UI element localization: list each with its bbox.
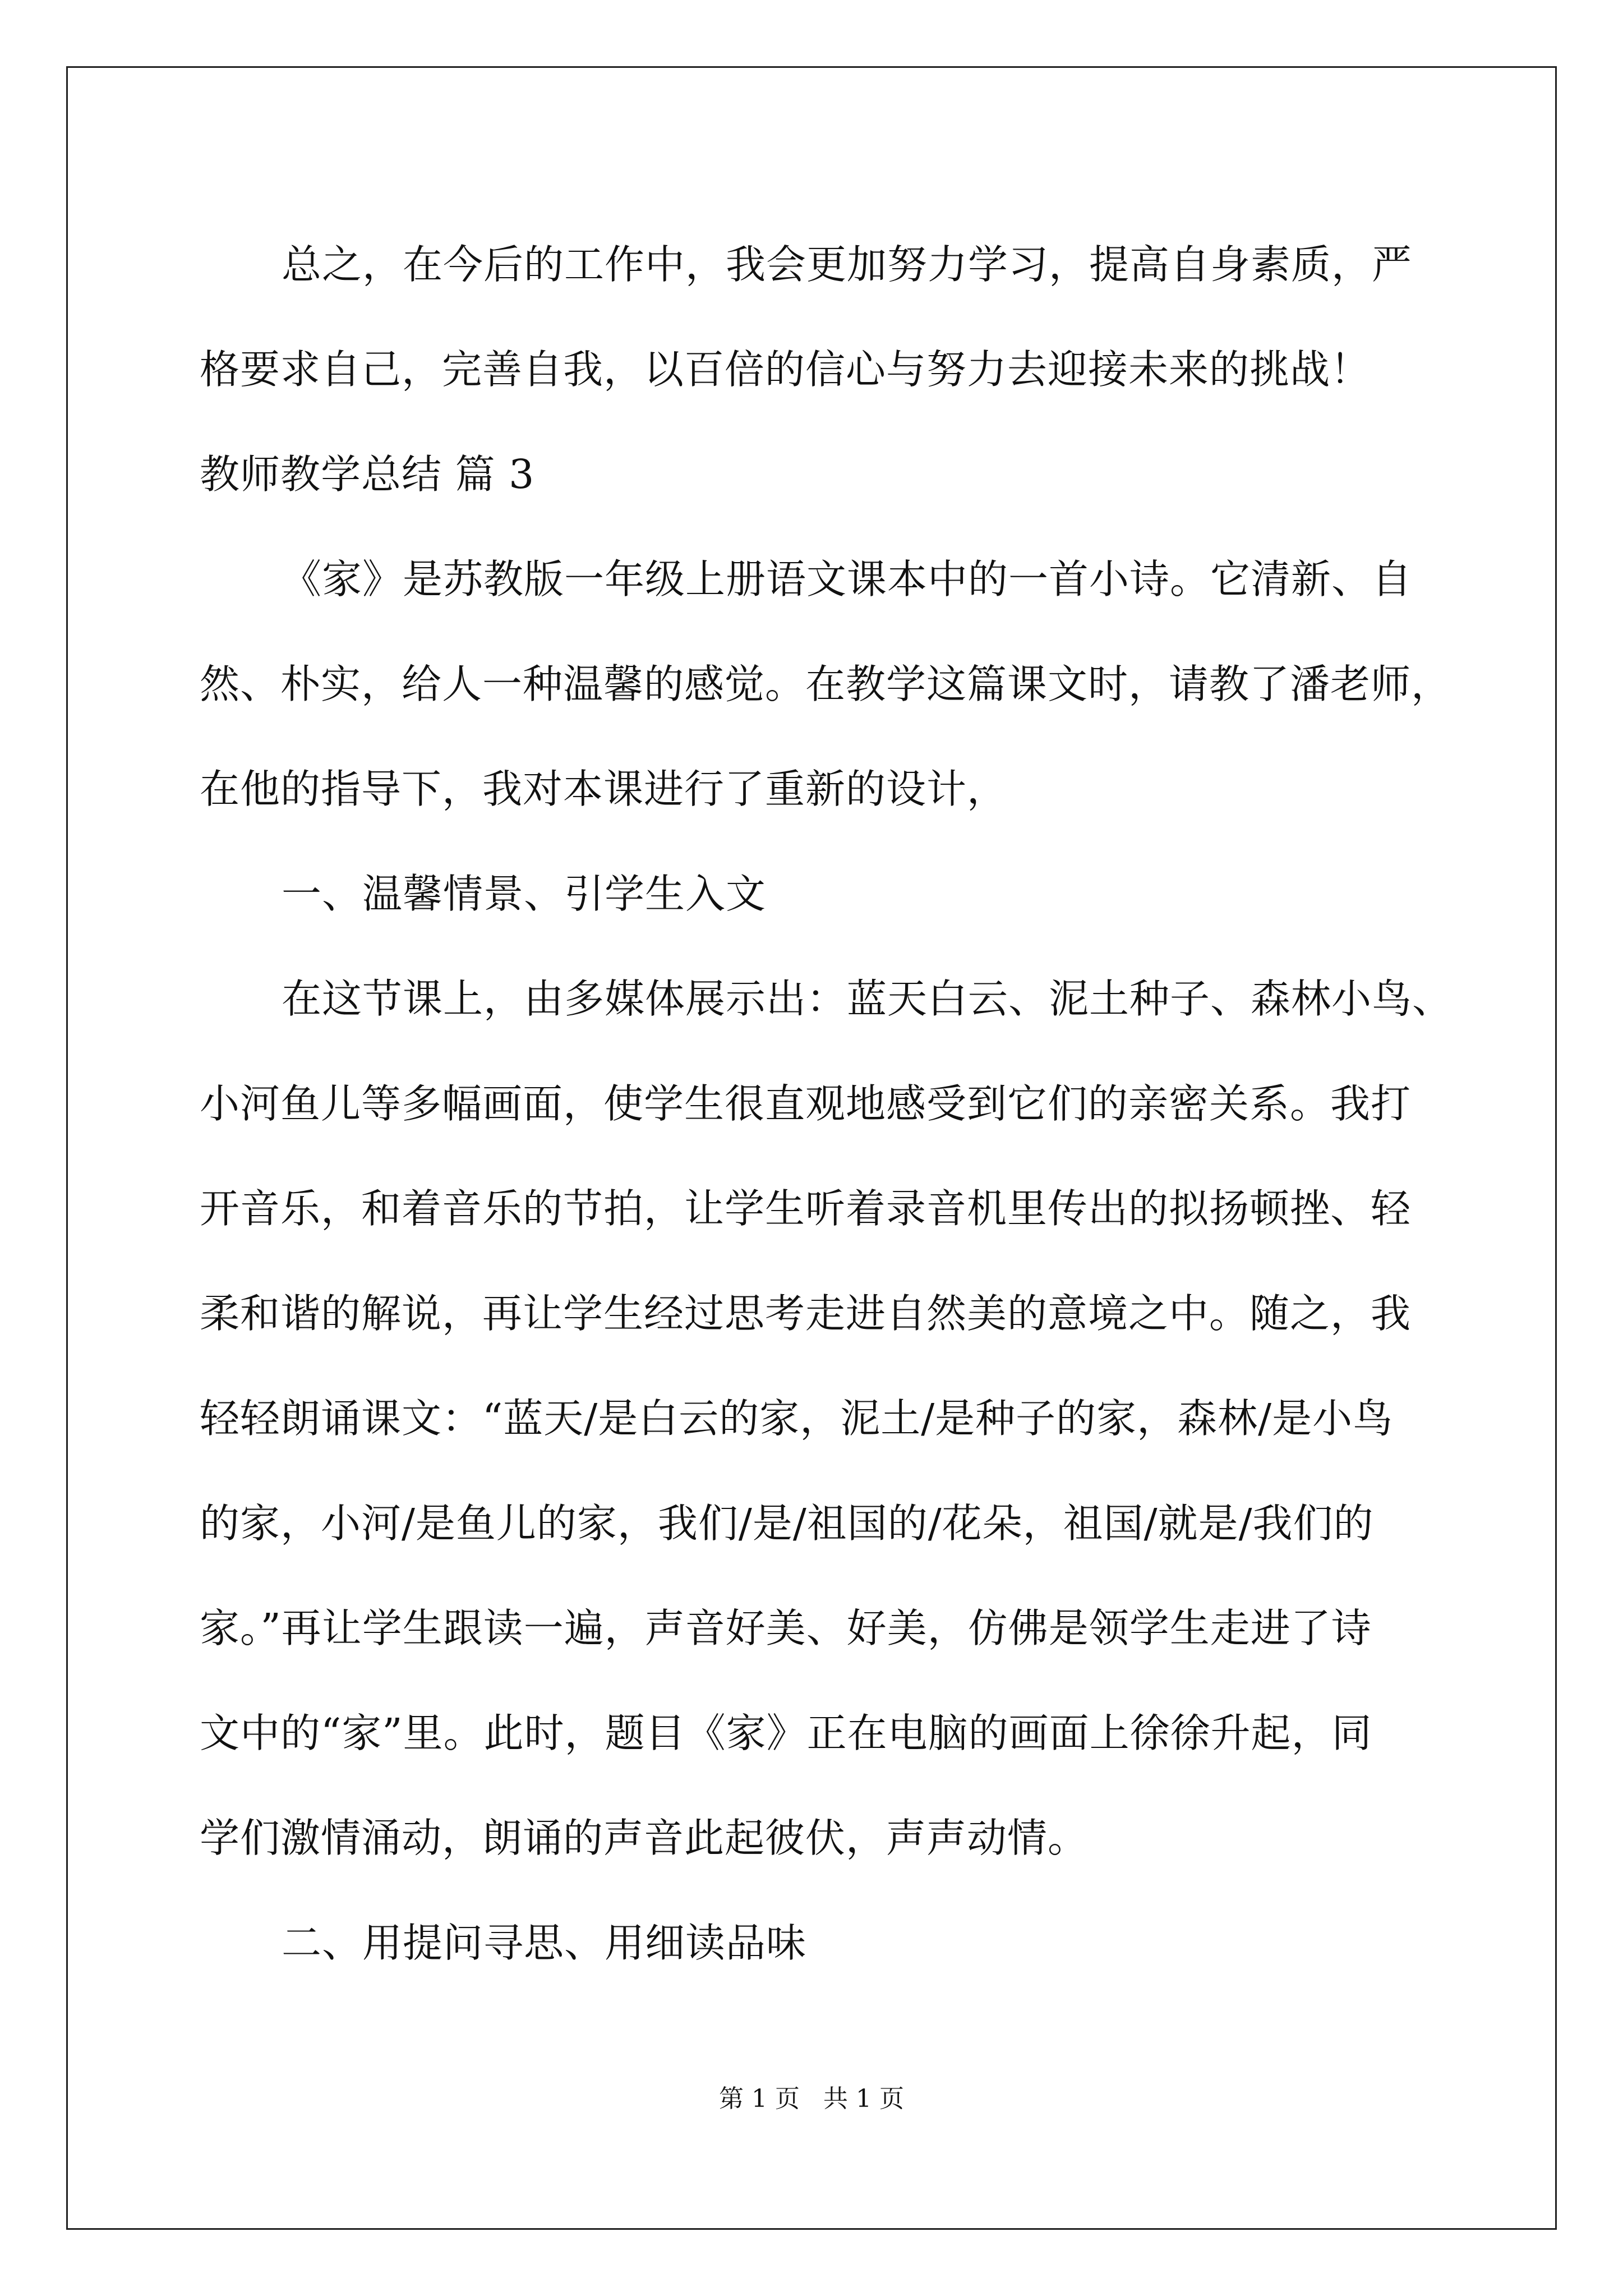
page-footer: 第 1 页 共 1 页 <box>719 2085 904 2113</box>
subheading-line: 一、温馨情景、引学生入文 <box>282 871 767 917</box>
text-line: 轻轻朗诵课文：“蓝天/是白云的家，泥土/是种子的家，森林/是小鸟 <box>200 1395 1394 1442</box>
text-line: 柔和谐的解说，再让学生经过思考走进自然美的意境之中。随之，我 <box>200 1290 1412 1337</box>
text-line: 文中的“家”里。此时，题目《家》正在电脑的画面上徐徐升起，同 <box>200 1710 1372 1756</box>
text-line: 开音乐，和着音乐的节拍，让学生听着录音机里传出的拟扬顿挫、轻 <box>200 1185 1412 1232</box>
text-line: 然、朴实，给人一种温馨的感觉。在教学这篇课文时，请教了潘老师， <box>200 661 1452 707</box>
text-line: 格要求自己，完善自我，以百倍的信心与努力去迎接未来的挑战！ <box>200 346 1371 393</box>
section-heading: 教师教学总结 篇 3 <box>200 451 535 498</box>
text-line: 的家，小河/是鱼儿的家，我们/是/祖国的/花朵，祖国/就是/我们的 <box>200 1500 1374 1547</box>
text-line: 家。”再让学生跟读一遍，声音好美、好美，仿佛是领学生走进了诗 <box>200 1605 1372 1651</box>
text-line: 小河鱼儿等多幅画面，使学生很直观地感受到它们的亲密关系。我打 <box>200 1080 1412 1127</box>
document-body <box>200 212 1453 1995</box>
text-line: 学们激情涌动，朗诵的声音此起彼伏，声声动情。 <box>200 1815 1089 1861</box>
text-line: 《家》是苏教版一年级上册语文课本中的一首小诗。它清新、自 <box>282 556 1413 602</box>
subheading-line: 二、用提问寻思、用细读品味 <box>282 1920 807 1966</box>
text-line: 在这节课上，由多媒体展示出：蓝天白云、泥土种子、森林小鸟、 <box>282 976 1453 1022</box>
text-line: 总之，在今后的工作中，我会更加努力学习，提高自身素质，严 <box>282 241 1413 288</box>
text-line: 在他的指导下，我对本课进行了重新的设计， <box>200 766 1008 812</box>
